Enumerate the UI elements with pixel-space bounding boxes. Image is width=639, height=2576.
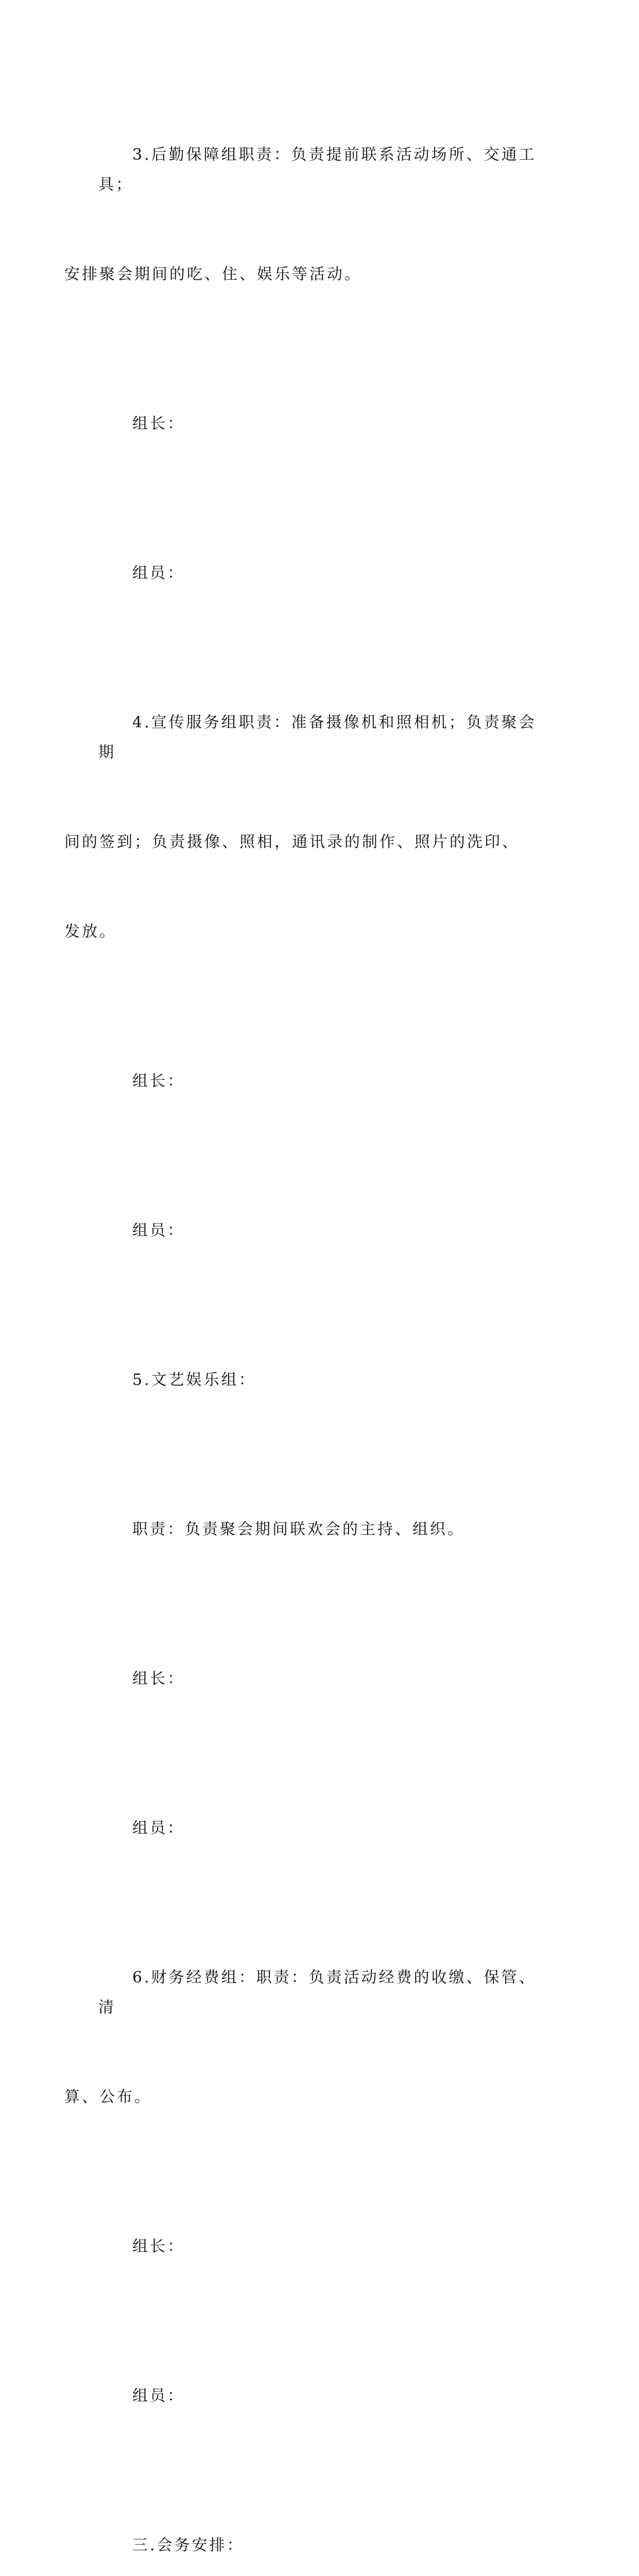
text-line: 算、公布。 [64, 2088, 152, 2106]
text-line: 发放。 [64, 923, 117, 941]
text-line: 3.后勤保障组职责：负责提前联系活动场所、交通工具； [98, 146, 537, 194]
paragraph-group-members [98, 1754, 541, 1903]
text-line: 组员： [132, 1819, 185, 1837]
paragraph-group-leader [98, 2172, 541, 2321]
text-line: 6.财务经费组：职责：负责活动经费的收缴、保管、清 [98, 1969, 537, 2016]
paragraph-group-leader [98, 349, 541, 499]
text-line: 组员： [132, 2387, 185, 2405]
paragraph-entertainment-duties [98, 1455, 541, 1604]
text-line: 组长： [132, 415, 185, 433]
paragraph-group-members [98, 499, 541, 648]
document-body [64, 80, 541, 2576]
paragraph-publicity-duties [64, 648, 541, 1007]
text-line: 间的签到；负责摄像、照相，通讯录的制作、照片的洗印、 [64, 833, 520, 851]
paragraph-group-members [98, 2321, 541, 2471]
paragraph-entertainment-group [98, 1306, 541, 1455]
paragraph-group-members [98, 1156, 541, 1306]
text-line: 4.宣传服务组职责：准备摄像机和照相机；负责聚会期 [98, 714, 537, 761]
text-line: 组长： [132, 1670, 185, 1688]
text-line: 组员： [132, 1222, 185, 1240]
paragraph-finance-duties [64, 1903, 541, 2172]
text-line: 安排聚会期间的吃、住、娱乐等活动。 [64, 265, 362, 283]
section-heading-meeting-arrangements [98, 2471, 541, 2576]
text-line: 组长： [132, 1072, 185, 1090]
text-line: 5.文艺娱乐组： [132, 1371, 256, 1389]
paragraph-logistics-duties [64, 80, 541, 349]
text-line: 职责：负责聚会期间联欢会的主持、组织。 [132, 1520, 465, 1538]
text-line: 三.会务安排： [132, 2536, 245, 2554]
text-line: 组长： [132, 2238, 185, 2256]
text-line: 组员： [132, 564, 185, 582]
paragraph-group-leader [98, 1007, 541, 1156]
paragraph-group-leader [98, 1604, 541, 1754]
